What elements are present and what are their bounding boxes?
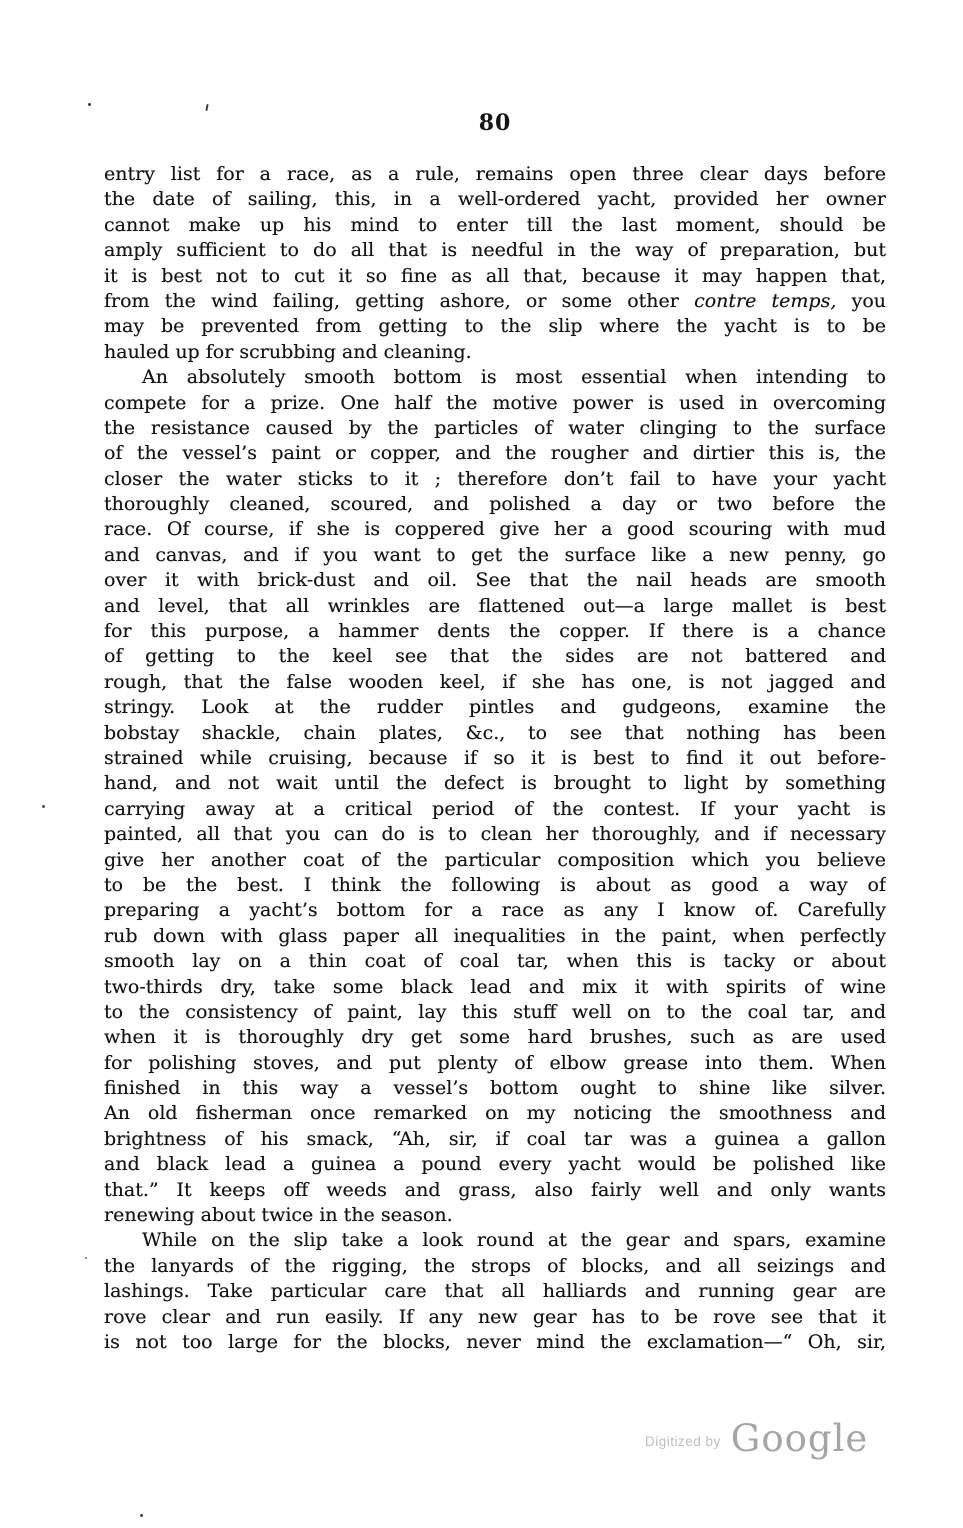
text-line: closer the water sticks to it ; therefore don’t fail to have your yacht	[104, 467, 886, 490]
watermark-prefix: Digitized by	[645, 1434, 721, 1449]
text-line: give her another coat of the particular composition which you believe	[104, 848, 886, 871]
scan-speck	[85, 1257, 87, 1259]
page-body	[104, 162, 886, 1355]
text-line: stringy. Look at the rudder pintles and gudgeons, examine the	[104, 696, 886, 719]
text-line: and canvas, and if you want to get the surface like a new penny, go	[104, 543, 886, 566]
text-line: preparing a yacht’s bottom for a race as any I know of. Carefully	[104, 899, 886, 922]
text-line: compete for a prize. One half the motive power is used in overcoming	[104, 391, 886, 414]
text-line: of getting to the keel see that the sides are not battered and	[104, 645, 886, 668]
text-line: to the consistency of paint, lay this stuff well on to the coal tar, and	[104, 1000, 886, 1023]
text-line: the date of sailing, this, in a well-ordered yacht, provided her owner	[104, 188, 886, 211]
scan-speck	[88, 103, 91, 106]
text-line: the resistance caused by the particles of water clinging to the surface	[104, 416, 886, 439]
text-line: An old fisherman once remarked on my noticing the smoothness and	[104, 1102, 886, 1125]
text-line: for this purpose, a hammer dents the copper. If there is a chance	[104, 620, 886, 643]
scan-speck	[42, 805, 45, 808]
text-line: hand, and not wait until the defect is brought to light by something	[104, 772, 886, 795]
text-line: is not too large for the blocks, never mind the exclamation—“ Oh, sir,	[104, 1330, 886, 1353]
text-line: for polishing stoves, and put plenty of elbow grease into them. When	[104, 1051, 886, 1074]
text-line: strained while cruising, because if so it is best to find it out before-	[104, 746, 886, 769]
text-line: painted, all that you can do is to clean her thoroughly, and if necessary	[104, 823, 886, 846]
text-line: over it with brick-dust and oil. See that the nail heads are smooth	[104, 569, 886, 592]
text-line: rove clear and run easily. If any new gear has to be rove see that it	[104, 1305, 886, 1328]
text-line: it is best not to cut it so fine as all that, because it may happen that,	[104, 264, 886, 287]
text-line: renewing about twice in the season.	[104, 1204, 453, 1227]
text-line: brightness of his smack, “Ah, sir, if coal tar was a guinea a gallon	[104, 1127, 886, 1150]
text-line: smooth lay on a thin coat of coal tar, when this is tacky or about	[104, 950, 886, 973]
text-line: bobstay shackle, chain plates, &c., to see that nothing has been	[104, 721, 886, 744]
google-logo: Google	[730, 1417, 869, 1460]
text-line: lashings. Take particular care that all halliards and running gear are	[104, 1280, 886, 1303]
text-line: from the wind failing, getting ashore, or some other contre temps, you	[104, 289, 886, 312]
text-line: thoroughly cleaned, scoured, and polished a day or two before the	[104, 493, 886, 516]
watermark	[645, 1417, 869, 1460]
text-line: that.” It keeps off weeds and grass, also fairly well and only wants	[104, 1178, 886, 1201]
text-line: entry list for a race, as a rule, remains open three clear days before	[104, 163, 886, 185]
scan-speck	[140, 1514, 143, 1517]
text-line: rub down with glass paper all inequalities in the paint, when perfectly	[104, 924, 886, 947]
text-line: the lanyards of the rigging, the strops of blocks, and all seizings and	[104, 1254, 886, 1277]
text-line: of the vessel’s paint or copper, and the rougher and dirtier this is, the	[104, 442, 886, 465]
text-line: to be the best. I think the following is about as good a way of	[104, 873, 886, 896]
text-line: may be prevented from getting to the slip where the yacht is to be	[104, 315, 886, 338]
text-line: carrying away at a critical period of the contest. If your yacht is	[104, 797, 886, 820]
text-line: and level, that all wrinkles are flattened out—a large mallet is best	[104, 594, 886, 617]
text-line: rough, that the false wooden keel, if she has one, is not jagged and	[104, 670, 886, 693]
text-line: two-thirds dry, take some black lead and mix it with spirits of wine	[104, 975, 886, 998]
text-line: amply sufficient to do all that is needful in the way of preparation, but	[104, 239, 886, 262]
text-line: and black lead a guinea a pound every yacht would be polished like	[104, 1153, 886, 1176]
text-line: finished in this way a vessel’s bottom ought to shine like silver.	[104, 1077, 886, 1100]
text-line: hauled up for scrubbing and cleaning.	[104, 340, 472, 363]
text-line: when it is thoroughly dry get some hard brushes, such as are used	[104, 1026, 886, 1049]
text-line: race. Of course, if she is coppered give her a good scouring with mud	[104, 518, 886, 541]
text-line: An absolutely smooth bottom is most essential when intending to	[142, 366, 886, 389]
page-number: 80	[478, 110, 512, 136]
text-line: While on the slip take a look round at the gear and spars, examine	[142, 1229, 886, 1252]
text-line: cannot make up his mind to enter till the last moment, should be	[104, 213, 886, 236]
